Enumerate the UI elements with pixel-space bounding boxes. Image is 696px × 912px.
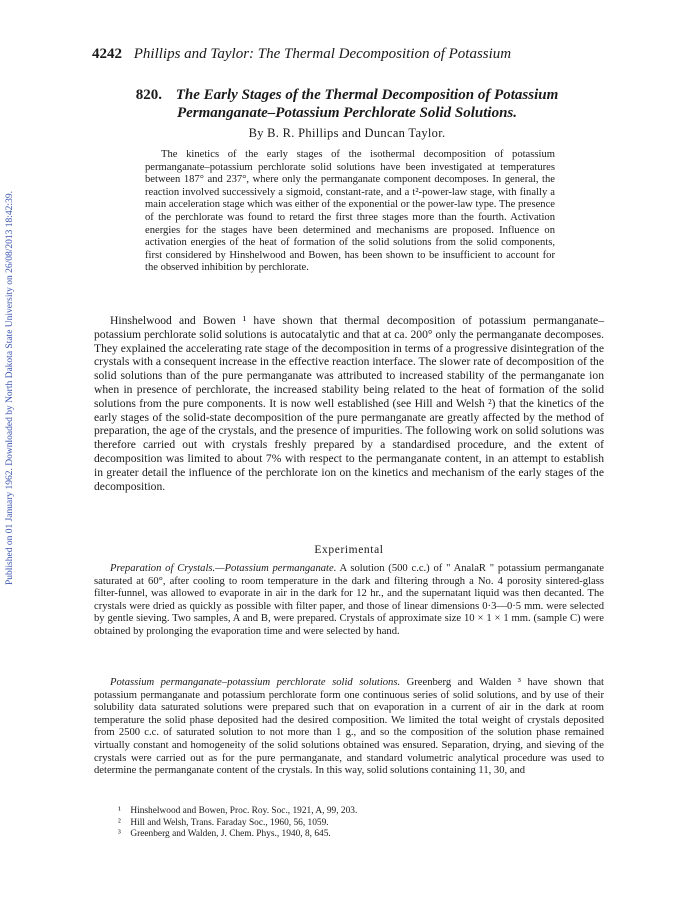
article-number: 820. [135,87,162,103]
paragraph-2-text: Greenberg and Walden ³ have shown that potassium permanganate and potassium perchlorate form one continuous series of solid solutions, and by use of their solubility data saturated solutions were prepared such that on evaporation in a current of air in the dark at room temperature the solid phase deposited had the desired composition. We limited the total weight of crystals deposited from 2500 c.c. of saturated solution to not more than 1 g., and so the composition of the solution phase remained virtually constant and homogeneity of the solid solutions obtained was ensured. Separation, drying, and sieving of the crystals were carried out as for the pure permanganate, and standard volumetric analytical procedure was used to determine the permanganate content of the crystals. In this way, solid solutions containing 11, 30, and [94,677,604,777]
intro-paragraph [94,314,604,493]
intro-text: have shown that thermal decomposition of potassium permanganate–potassium perchlorate solid solutions is autocatalytic and that at ca. 200° only the permanganate decomposes. They explained the accelerating rate stage of the decomposition in terms of a progressive disintegration of the crystals with a consequent increase in the effective reaction interface. The slower rate of decomposition of the solid solutions than of the pure permanganate was attributed to increased stability of the permanganate ion when in presence of perchlorate, the increased stability being related to the heat of formation of the solid solutions from the pure components. It is now well established (see Hill and Welsh ²) that the kinetics of the early stages of the solid-state decomposition of the pure permanganate are greatly affected by the method of preparation, the age of the crystals, and the presence of impurities. The following work on solid solutions was therefore carried out with crystals freshly prepared by a standardised procedure, and the extent of decomposition was limited to about 7% with respect to the permanganate content, in an attempt to establish in greater detail the influence of the perchlorate ion on the kinetics and mechanism of the early stages of the decomposition. [94,314,604,493]
footnote-text: Greenberg and Walden, J. Chem. Phys., 1940, 8, 645. [130,829,331,839]
page-number: 4242 [92,46,122,62]
footnote [118,806,598,818]
footnote [118,818,598,830]
article-title-text: The Early Stages of the Thermal Decomposition of Potassium Permanganate–Potassium Perchlorate Solid Solutions. [175,87,559,121]
download-watermark: Published on 01 January 1962. Downloaded by North Dakota State University on 26/08/2013 18:42:39. [5,191,15,585]
paragraph-2-lead: Potassium permanganate–potassium perchlorate solid solutions. [110,677,401,688]
paragraph-1-text: A solution (500 c.c.) of " AnalaR " potassium permanganate saturated at 60°, after cooling to room temperature in the dark and filtering through a No. 4 porosity sintered-glass filter-funnel, was allowed to evaporate in air in the dark for 12 hr., and the supernatant liquid was then decanted. The crystals were dried as quickly as possible with filter paper, and those of linear dimensions 0·3—0·5 mm. were selected by gentle sieving. Two samples, A and B, were prepared. Crystals of approximate size 10 × 1 × 1 mm. (sample C) were obtained by prolonging the evaporation time and were selected by hand. [94,563,604,637]
footnote-number: ³ [118,829,121,839]
footnotes [118,806,598,841]
article-title [92,86,602,122]
footnote [118,829,598,841]
running-head [92,46,602,63]
footnote-number: ² [118,817,121,828]
footnote-text: Hill and Welsh, Trans. Faraday Soc., 1960, 56, 1059. [130,817,329,828]
running-head-title: Phillips and Taylor: The Thermal Decomposition of Potassium [133,46,512,62]
intro-lead: Hinshelwood and Bowen ¹ [110,314,247,327]
paragraph-1-lead: Preparation of Crystals.—Potassium permanganate. [110,563,337,574]
experimental-paragraph-1 [94,563,604,639]
footnote-text: Hinshelwood and Bowen, Proc. Roy. Soc., 1921, A, 99, 203. [130,806,358,816]
byline: By B. R. Phillips and Duncan Taylor. [248,126,446,140]
experimental-paragraph-2 [94,677,604,778]
section-heading-experimental: Experimental [314,544,384,556]
abstract: The kinetics of the early stages of the isothermal decomposition of potassium permanganate–potassium perchlorate solid solutions have been investigated at temperatures between 187° and 237°, where only the permanganate component decomposes. In general, the reaction involved successively a sigmoid, constant-rate, and a t²-power-law stage, with finally a main acceleration stage which was either of the exponential or the power-law type. The presence of the perchlorate was found to retard the first three stages more than the fourth. Activation energies for the stages have been determined and mechanisms are proposed. Influence on activation energies of the heat of formation of the solid solutions from the solid components, first considered by Hinshelwood and Bowen, has been shown to be insufficient to account for the observed inhibition by perchlorate. [145,149,555,274]
footnote-number: ¹ [118,806,121,816]
